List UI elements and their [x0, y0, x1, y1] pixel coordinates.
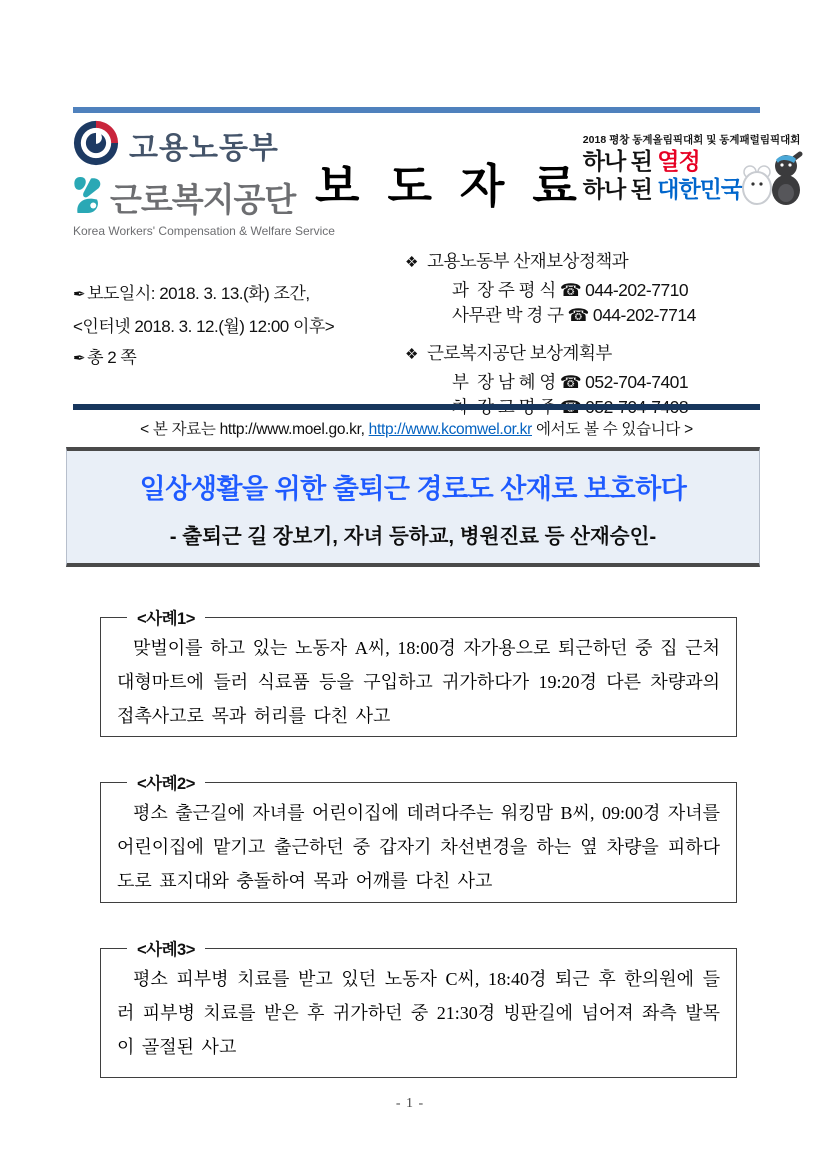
olympic-line2-highlight: 대한민국 — [657, 176, 743, 202]
case-box-1 — [100, 610, 737, 737]
navy-divider — [73, 404, 760, 410]
headline-title: 일상생활을 위한 출퇴근 경로도 산재로 보호하다 — [139, 474, 687, 504]
contact-person-phone: 044-202-7714 — [592, 304, 696, 325]
header — [73, 116, 801, 246]
kcomwel-logo-icon — [73, 175, 103, 220]
source-line-prefix: < 본 자료는 http://www.moel.go.kr, — [140, 421, 369, 438]
top-accent-bar — [73, 107, 760, 113]
phone-icon: ☎ — [567, 304, 589, 325]
phone-icon: ☎ — [559, 372, 582, 392]
phone-icon: ☎ — [559, 280, 582, 300]
contact-person — [405, 303, 760, 328]
case-3-text: 평소 피부병 치료를 받고 있던 노동자 C씨, 18:40경 퇴근 후 한의원에 들러 피부병 치료를 받은 후 귀가하던 중 21:30경 빙판길에 넘어져 좌측 발목이 골절된 사고 — [117, 969, 720, 1057]
contact-dept-name: 근로복지공단 보상계획부 — [426, 343, 612, 363]
release-date-line — [73, 278, 395, 311]
case-1-text: 맞벌이를 하고 있는 노동자 A씨, 18:00경 자가용으로 퇴근하던 중 집 근처 대형마트에 들러 식료품 등을 구입하고 귀가하다가 19:20경 다른 차량과의 접촉사고로 목과 허리를 다친 사고 — [117, 638, 720, 726]
olympic-line1-highlight: 열정 — [657, 148, 700, 174]
olympic-line1-prefix: 하나 된 — [582, 148, 658, 174]
contact-section — [395, 246, 760, 430]
release-info-section — [73, 246, 760, 430]
press-release-title: 보 도 자 료 — [315, 159, 583, 213]
case-box-3 — [100, 941, 737, 1078]
kcomwel-url-link[interactable]: http://www.kcomwel.or.kr — [368, 421, 532, 438]
case-3-label: <사례3> — [127, 936, 205, 960]
release-date-text: 보도일시: 2018. 3. 13.(화) 조간, — [87, 284, 310, 303]
diamond-icon: ❖ — [405, 346, 418, 363]
contact-dept — [405, 246, 760, 278]
case-box-2 — [100, 775, 737, 903]
contact-person — [405, 278, 760, 303]
contact-person — [405, 370, 760, 395]
moel-logo-text: 고용노동부 — [129, 132, 279, 165]
page-number: - 1 - — [395, 1096, 425, 1111]
headline-box — [66, 447, 760, 567]
kcomwel-logo — [73, 174, 315, 221]
pen-icon: ✒ — [73, 286, 86, 303]
headline-subtitle: - 출퇴근 길 장보기, 자녀 등하교, 병원진료 등 산재승인- — [169, 525, 657, 548]
kcomwel-logo-text: 근로복지공단 — [110, 181, 296, 218]
contact-dept — [405, 338, 760, 370]
olympic-banner — [583, 116, 801, 246]
contact-dept-name: 고용노동부 산재보상정책과 — [426, 251, 629, 271]
kcomwel-logo-subtext: Korea Workers' Compensation & Welfare Service — [73, 224, 335, 238]
contact-person-phone: 044-202-7710 — [585, 280, 689, 300]
moel-logo — [73, 116, 315, 174]
contact-person-phone: 052-704-7401 — [585, 372, 689, 392]
olympic-line2-prefix: 하나 된 — [582, 176, 658, 202]
olympic-mascots-icon — [732, 146, 804, 211]
release-info-left — [73, 246, 395, 430]
release-pages-text: 총 2 쪽 — [87, 348, 137, 367]
case-2-label: <사례2> — [127, 770, 205, 794]
pen-icon: ✒ — [73, 350, 86, 367]
contact-person-name: 부 장 남 혜 영 — [452, 372, 556, 392]
release-pages-line — [73, 342, 395, 375]
source-line-suffix: 에서도 볼 수 있습니다 > — [532, 421, 693, 438]
agency-logos — [73, 116, 335, 246]
contact-person-name: 사무관 박 경 구 — [452, 304, 564, 325]
contact-person-name: 과 장 주 평 식 — [452, 280, 556, 300]
olympic-banner-topline: 2018 평창 동계올림픽대회 및 동계패럴림픽대회 — [582, 134, 801, 146]
contact-group-moel — [405, 246, 760, 327]
case-2-text: 평소 출근길에 자녀를 어린이집에 데려다주는 워킹맘 B씨, 09:00경 자녀를 어린이집에 맡기고 출근하던 중 갑자기 차선변경을 하는 옆 차량을 피하다 도로 표지대와 충돌하여 목과 어깨를 다친 사고 — [117, 803, 720, 891]
source-availability-line — [60, 416, 773, 444]
diamond-icon: ❖ — [405, 254, 418, 271]
moel-logo-icon — [73, 120, 119, 171]
release-internet-line: <인터넷 2018. 3. 12.(월) 12:00 이후> — [73, 316, 335, 336]
case-1-label: <사례1> — [127, 605, 205, 629]
